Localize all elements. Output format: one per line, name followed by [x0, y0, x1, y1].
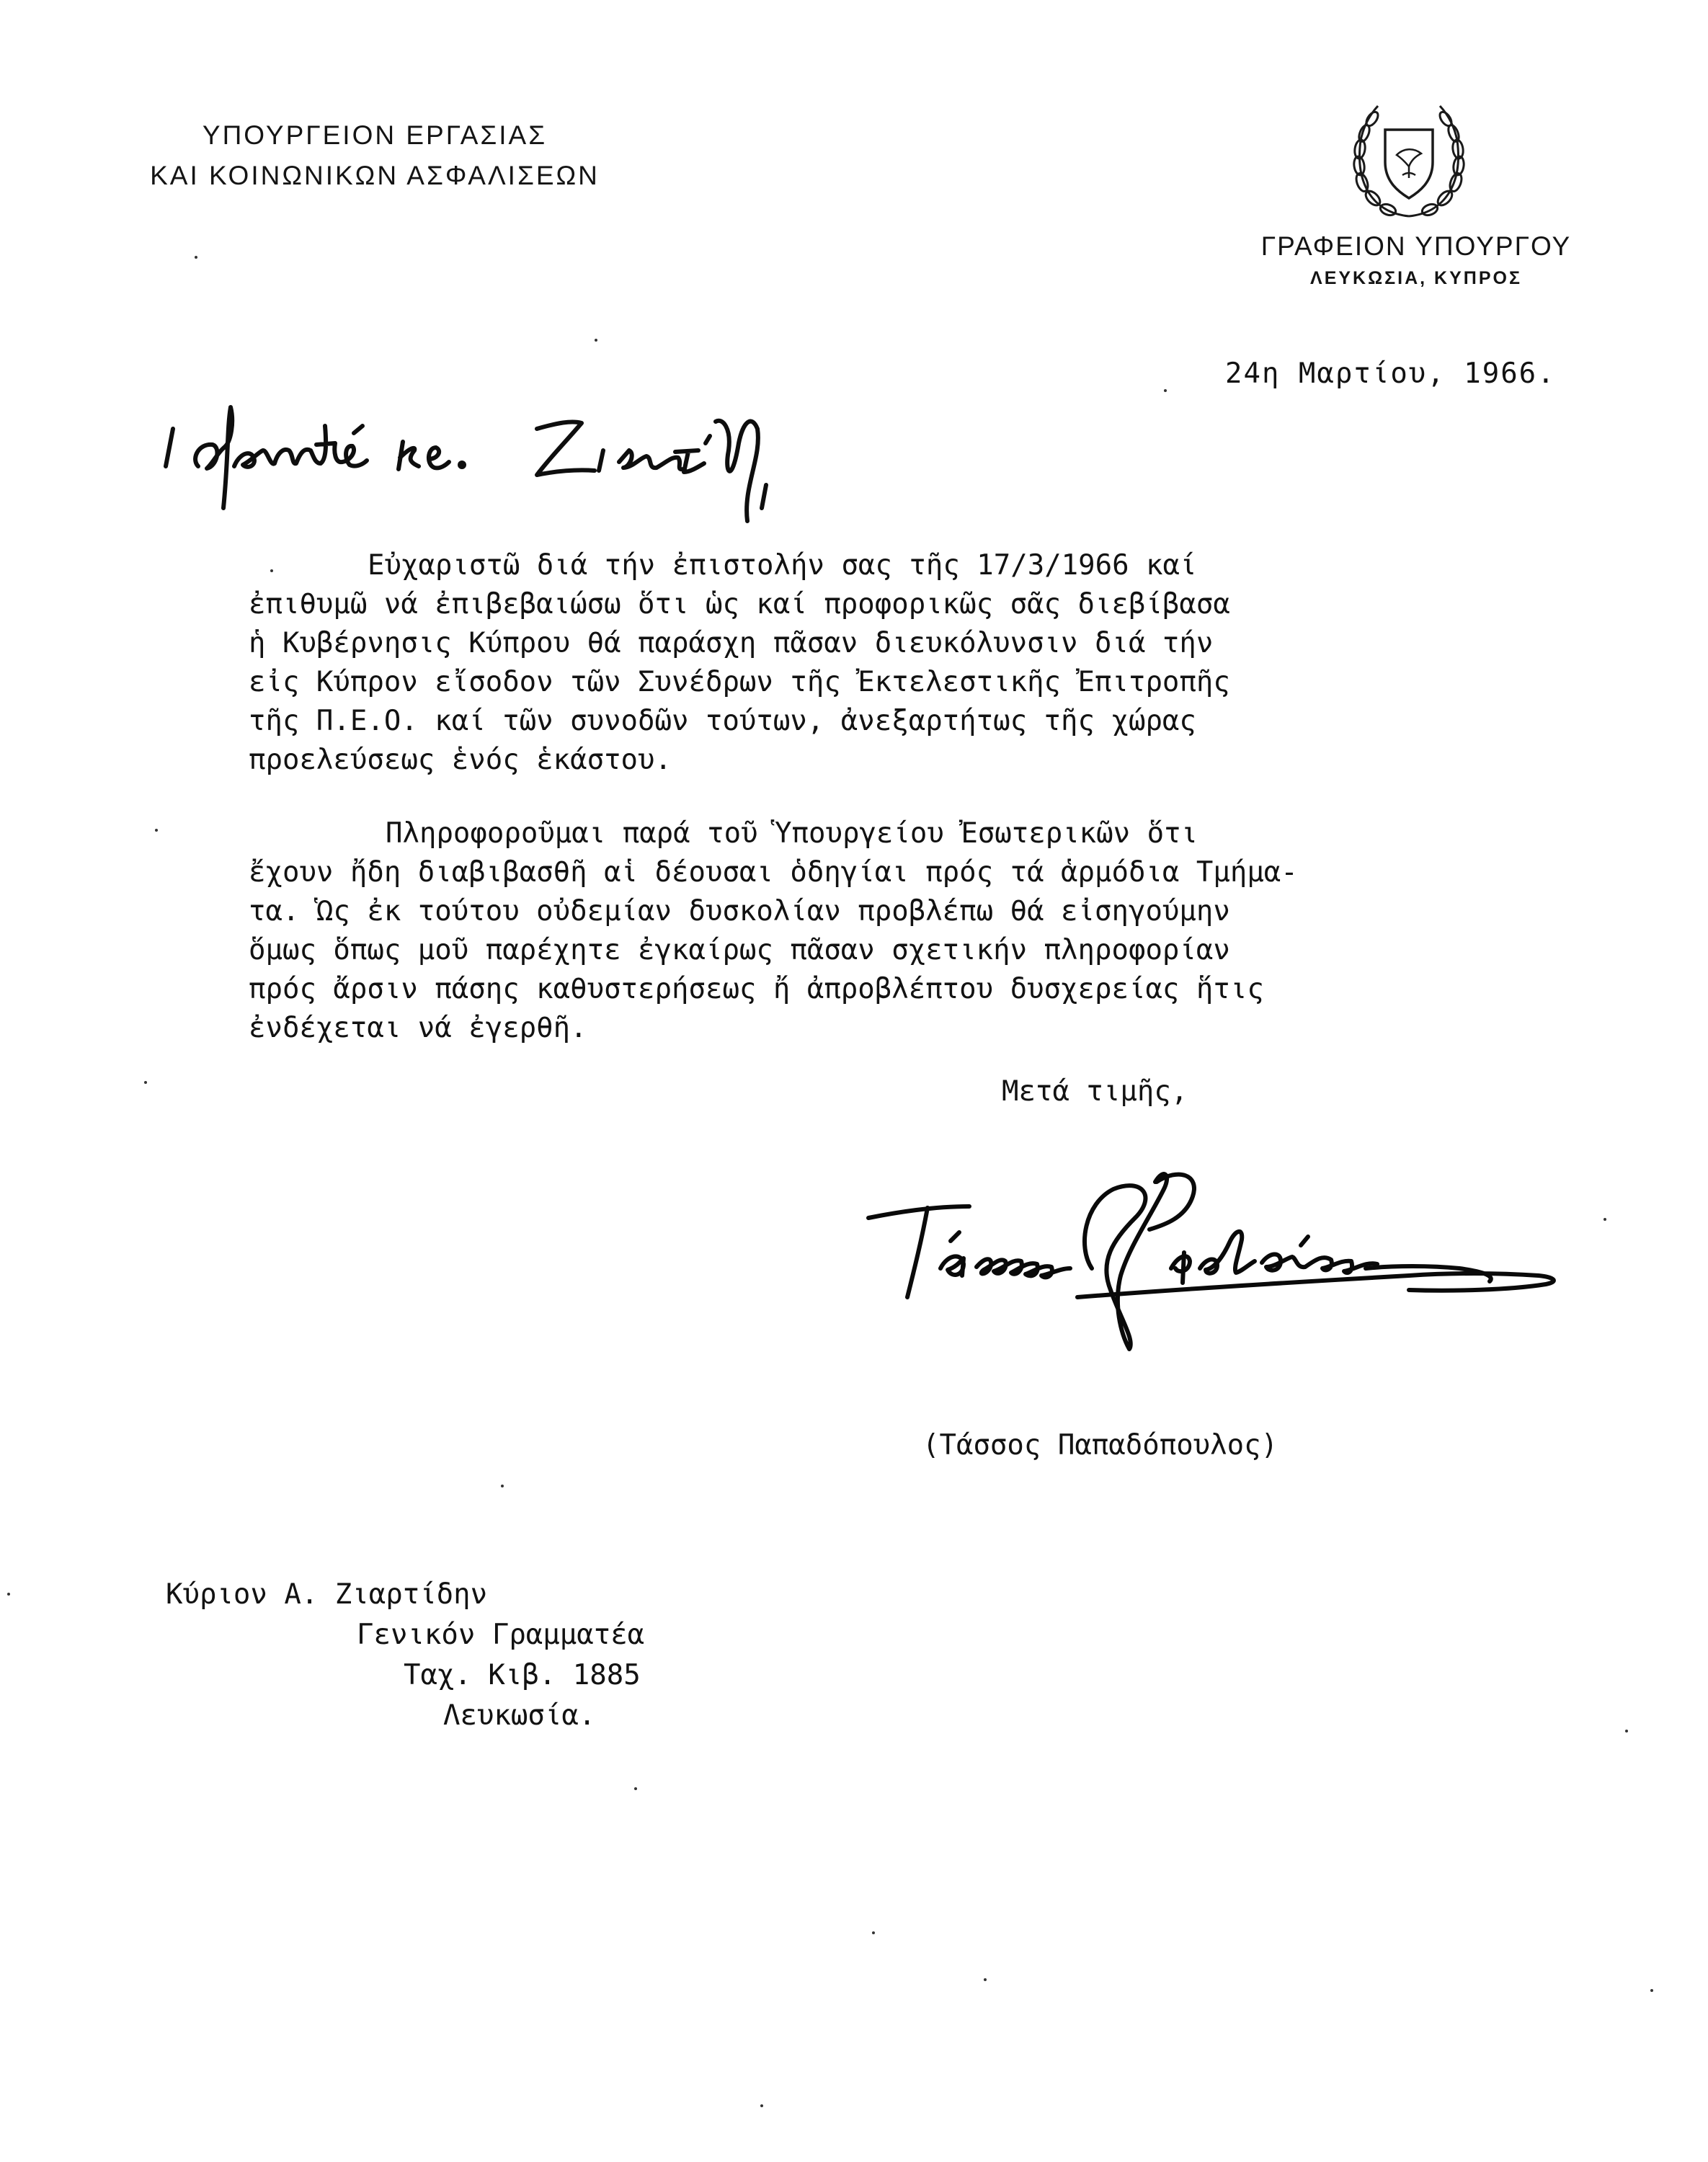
addressee-po-box: Ταχ. Κιβ. 1885: [404, 1659, 641, 1691]
scan-speck: [634, 1787, 637, 1790]
scan-speck: [144, 1081, 147, 1084]
body-paragraph-1-line-6: προελεύσεως ἑνός ἑκάστου.: [249, 744, 672, 776]
scan-speck: [155, 829, 158, 832]
scan-speck: [501, 1485, 504, 1487]
body-paragraph-1-line-1: Εὐχαριστῶ διά τήν ἐπιστολήν σας τῆς 17/3/1966 καί: [368, 549, 1197, 582]
scan-speck: [1650, 1989, 1653, 1992]
ministry-letterhead: [101, 115, 649, 196]
addressee-block: [166, 1575, 644, 1736]
body-paragraph-1-line-5: τῆς Π.Ε.Ο. καί τῶν συνοδῶν τούτων, ἀνεξαρτήτως τῆς χώρας: [249, 705, 1196, 737]
office-line-2: ΛΕΥΚΩΣΙΑ, ΚΥΠΡΟΣ: [1310, 268, 1522, 288]
body-paragraph-1-line-4: εἰς Κύπρον εἴσοδον τῶν Συνέδρων τῆς Ἐκτελεστικῆς Ἐπιτροπῆς: [249, 666, 1230, 698]
body-paragraph-2-line-4: ὅμως ὅπως μοῦ παρέχητε ἐγκαίρως πᾶσαν σχετικήν πληροφορίαν: [249, 934, 1230, 966]
minister-office-letterhead: [1225, 229, 1607, 293]
ministry-line-1: ΥΠΟΥΡΓΕΙΟΝ ΕΡΓΑΣΙΑΣ: [202, 120, 548, 150]
handwritten-signature: [861, 1160, 1567, 1355]
body-paragraph-1: [249, 546, 1230, 780]
scan-speck: [7, 1593, 10, 1596]
ministry-line-2: ΚΑΙ ΚΟΙΝΩΝΙΚΩΝ ΑΣΦΑΛΙΣΕΩΝ: [150, 161, 600, 190]
scan-speck: [872, 1931, 875, 1934]
scan-speck: [760, 2104, 763, 2107]
body-paragraph-2: [249, 814, 1298, 1048]
scan-speck: [984, 1978, 987, 1981]
scan-speck: [270, 569, 273, 572]
scan-speck: [1164, 389, 1167, 392]
letter-date: 24η Μαρτίου, 1966.: [1225, 357, 1556, 390]
body-paragraph-2-line-1: Πληροφοροῦμαι παρά τοῦ Ὑπουργείου Ἐσωτερικῶν ὅτι: [386, 817, 1198, 850]
closing-phrase: Μετά τιμῆς,: [1002, 1075, 1188, 1108]
scan-speck: [1625, 1730, 1628, 1732]
scan-speck: [1604, 1218, 1606, 1221]
typed-signatory-name: (Τάσσος Παπαδόπουλος): [922, 1429, 1278, 1462]
body-paragraph-2-line-2: ἔχουν ἤδη διαβιβασθῆ αἱ δέουσαι ὁδηγίαι πρός τά ἁρμόδια Τμήμα-: [249, 856, 1298, 889]
addressee-title: Γενικόν Γραμματέα: [357, 1619, 645, 1651]
body-paragraph-2-line-5: πρός ἄρσιν πάσης καθυστερήσεως ἤ ἀπροβλέπτου δυσχερείας ἥτις: [249, 973, 1264, 1005]
handwritten-salutation: [162, 400, 883, 537]
body-paragraph-1-line-2: ἐπιθυμῶ νά ἐπιβεβαιώσω ὅτι ὡς καί προφορικῶς σᾶς διεβίβασα: [249, 588, 1230, 620]
body-paragraph-1-line-3: ἡ Κυβέρνησις Κύπρου θά παράσχη πᾶσαν διευκόλυνσιν διά τήν: [249, 627, 1214, 659]
addressee-city: Λευκωσία.: [443, 1699, 596, 1732]
cyprus-coat-of-arms-icon: [1340, 97, 1477, 223]
office-line-1: ΓΡΑΦΕΙΟΝ ΥΠΟΥΡΓΟΥ: [1260, 231, 1572, 261]
scan-speck: [595, 339, 597, 342]
addressee-name: Κύριον Α. Ζιαρτίδην: [166, 1578, 488, 1611]
body-paragraph-2-line-3: τα. Ὡς ἐκ τούτου οὐδεμίαν δυσκολίαν προβλέπω θά εἰσηγούμην: [249, 895, 1230, 927]
scan-speck: [195, 256, 197, 259]
body-paragraph-2-line-6: ἐνδέχεται νά ἐγερθῆ.: [249, 1012, 587, 1044]
